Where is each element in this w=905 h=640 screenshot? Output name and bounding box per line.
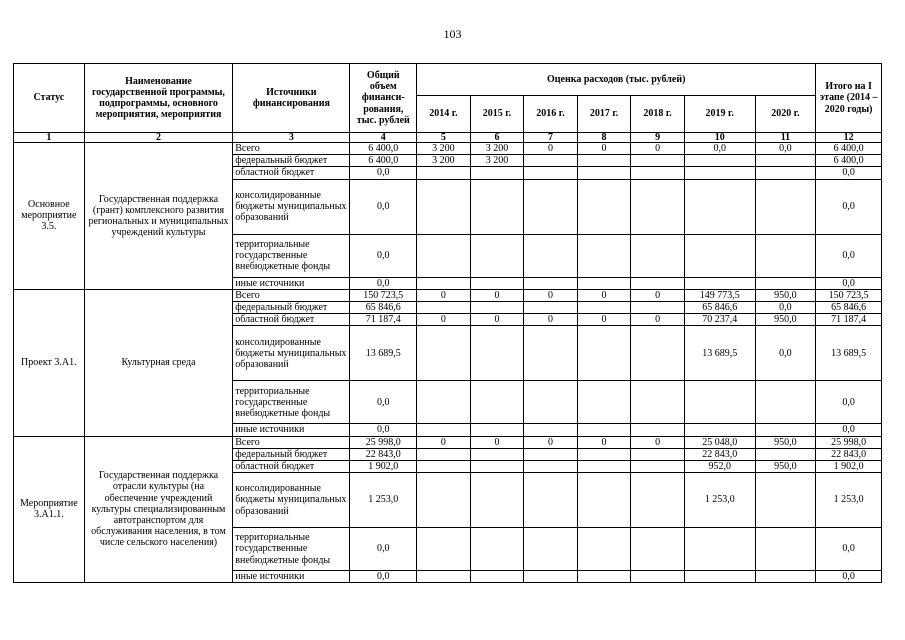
amount-cell: [577, 155, 631, 167]
amount-cell: [755, 179, 816, 234]
amount-cell: [684, 528, 755, 571]
header-year: 2020 г.: [755, 96, 816, 133]
amount-cell: 25 998,0: [350, 436, 417, 448]
amount-cell: 3 200: [470, 155, 524, 167]
amount-cell: 0: [417, 289, 471, 301]
amount-cell: 0: [524, 289, 578, 301]
header-year: 2019 г.: [684, 96, 755, 133]
amount-cell: 0,0: [350, 277, 417, 289]
amount-cell: 0: [577, 314, 631, 326]
group-status: Мероприятие 3.А1.1.: [14, 436, 85, 583]
column-number: 3: [233, 133, 350, 143]
column-number: 10: [684, 133, 755, 143]
amount-cell: [470, 167, 524, 179]
amount-cell: 22 843,0: [816, 448, 882, 460]
amount-cell: [755, 277, 816, 289]
amount-cell: [417, 460, 471, 472]
amount-cell: [755, 473, 816, 528]
amount-cell: [524, 381, 578, 424]
amount-cell: [470, 179, 524, 234]
source-label: территориальные государственные внебюджетные фонды: [233, 381, 350, 424]
amount-cell: 952,0: [684, 460, 755, 472]
header-name: Наименование государственной программы, подпрограммы, основного мероприятия, мероприятия: [84, 64, 233, 133]
amount-cell: [755, 571, 816, 583]
column-number: 1: [14, 133, 85, 143]
amount-cell: [755, 167, 816, 179]
header-estimate: Оценка расходов (тыс. рублей): [417, 64, 816, 96]
source-label: Всего: [233, 436, 350, 448]
amount-cell: 0,0: [755, 301, 816, 313]
source-label: федеральный бюджет: [233, 301, 350, 313]
amount-cell: [577, 326, 631, 381]
amount-cell: 0,0: [350, 381, 417, 424]
amount-cell: [755, 155, 816, 167]
group-name: Культурная среда: [84, 289, 233, 436]
source-label: консолидированные бюджеты муниципальных образований: [233, 473, 350, 528]
column-number: 5: [417, 133, 471, 143]
amount-cell: [631, 381, 685, 424]
source-label: областной бюджет: [233, 167, 350, 179]
amount-cell: [755, 381, 816, 424]
amount-cell: 3 200: [470, 143, 524, 155]
header-sources: Источники финансирования: [233, 64, 350, 133]
amount-cell: 0,0: [816, 277, 882, 289]
amount-cell: [755, 424, 816, 436]
amount-cell: [470, 301, 524, 313]
amount-cell: [684, 155, 755, 167]
source-label: федеральный бюджет: [233, 448, 350, 460]
source-label: иные источники: [233, 277, 350, 289]
amount-cell: [417, 277, 471, 289]
amount-cell: 0,0: [816, 571, 882, 583]
amount-cell: 0,0: [816, 424, 882, 436]
amount-cell: 150 723,5: [350, 289, 417, 301]
amount-cell: [577, 234, 631, 277]
amount-cell: [470, 424, 524, 436]
amount-cell: 950,0: [755, 289, 816, 301]
amount-cell: [417, 167, 471, 179]
amount-cell: 0: [631, 314, 685, 326]
amount-cell: [631, 277, 685, 289]
amount-cell: 0,0: [350, 424, 417, 436]
amount-cell: [755, 448, 816, 460]
amount-cell: 0,0: [350, 234, 417, 277]
amount-cell: 150 723,5: [816, 289, 882, 301]
amount-cell: [631, 528, 685, 571]
amount-cell: 0: [631, 143, 685, 155]
amount-cell: 950,0: [755, 460, 816, 472]
table-row: [14, 289, 882, 301]
source-label: областной бюджет: [233, 314, 350, 326]
header-total: Общий объем финанси-рования, тыс. рублей: [350, 64, 417, 133]
amount-cell: 0,0: [816, 179, 882, 234]
amount-cell: [470, 326, 524, 381]
header-itogo: Итого на I этапе (2014 – 2020 годы): [816, 64, 882, 133]
amount-cell: 0: [470, 289, 524, 301]
amount-cell: 65 846,6: [816, 301, 882, 313]
amount-cell: 0: [417, 314, 471, 326]
amount-cell: 0: [470, 436, 524, 448]
amount-cell: 0,0: [350, 179, 417, 234]
amount-cell: [631, 155, 685, 167]
amount-cell: [577, 528, 631, 571]
amount-cell: [524, 326, 578, 381]
amount-cell: [470, 448, 524, 460]
amount-cell: 70 237,4: [684, 314, 755, 326]
amount-cell: 0: [631, 436, 685, 448]
amount-cell: [417, 301, 471, 313]
amount-cell: 71 187,4: [816, 314, 882, 326]
amount-cell: [470, 460, 524, 472]
amount-cell: 65 846,6: [684, 301, 755, 313]
amount-cell: [631, 424, 685, 436]
amount-cell: [631, 326, 685, 381]
header-year: 2014 г.: [417, 96, 471, 133]
amount-cell: 0,0: [816, 381, 882, 424]
group-status: Основное мероприятие 3.5.: [14, 143, 85, 290]
amount-cell: 0: [577, 143, 631, 155]
table-row: [14, 436, 882, 448]
source-label: Всего: [233, 143, 350, 155]
amount-cell: [417, 381, 471, 424]
column-number: 8: [577, 133, 631, 143]
column-number: 7: [524, 133, 578, 143]
amount-cell: [524, 528, 578, 571]
amount-cell: 0: [631, 289, 685, 301]
amount-cell: 149 773,5: [684, 289, 755, 301]
amount-cell: [470, 234, 524, 277]
amount-cell: 22 843,0: [684, 448, 755, 460]
amount-cell: 0,0: [684, 143, 755, 155]
source-label: иные источники: [233, 571, 350, 583]
group-status: Проект 3.А1.: [14, 289, 85, 436]
amount-cell: [631, 234, 685, 277]
amount-cell: [684, 571, 755, 583]
amount-cell: [684, 234, 755, 277]
amount-cell: 950,0: [755, 436, 816, 448]
amount-cell: [417, 473, 471, 528]
amount-cell: [524, 234, 578, 277]
column-number: 6: [470, 133, 524, 143]
amount-cell: 6 400,0: [350, 155, 417, 167]
amount-cell: [417, 234, 471, 277]
amount-cell: 1 253,0: [816, 473, 882, 528]
amount-cell: 0: [470, 314, 524, 326]
amount-cell: [631, 301, 685, 313]
amount-cell: [417, 326, 471, 381]
amount-cell: 0: [577, 289, 631, 301]
amount-cell: 13 689,5: [350, 326, 417, 381]
header-year: 2015 г.: [470, 96, 524, 133]
amount-cell: [524, 473, 578, 528]
amount-cell: [577, 301, 631, 313]
column-number: 2: [84, 133, 233, 143]
amount-cell: [577, 381, 631, 424]
page-number: 103: [443, 27, 462, 41]
amount-cell: 1 902,0: [350, 460, 417, 472]
amount-cell: [755, 528, 816, 571]
amount-cell: [417, 528, 471, 571]
amount-cell: 6 400,0: [816, 155, 882, 167]
amount-cell: [684, 424, 755, 436]
amount-cell: [524, 448, 578, 460]
amount-cell: 0: [524, 314, 578, 326]
amount-cell: 1 253,0: [350, 473, 417, 528]
header-year: 2018 г.: [631, 96, 685, 133]
amount-cell: [577, 448, 631, 460]
amount-cell: 3 200: [417, 143, 471, 155]
amount-cell: [417, 448, 471, 460]
amount-cell: [684, 167, 755, 179]
source-label: консолидированные бюджеты муниципальных образований: [233, 179, 350, 234]
amount-cell: [631, 473, 685, 528]
source-label: областной бюджет: [233, 460, 350, 472]
amount-cell: 1 253,0: [684, 473, 755, 528]
amount-cell: [577, 179, 631, 234]
group-name: Государственная поддержка (грант) комплексного развития региональных и муниципальных учреждений культуры: [84, 143, 233, 290]
source-label: консолидированные бюджеты муниципальных образований: [233, 326, 350, 381]
table-row: [14, 143, 882, 155]
column-number: 11: [755, 133, 816, 143]
column-number: 12: [816, 133, 882, 143]
amount-cell: 0,0: [755, 143, 816, 155]
amount-cell: [631, 571, 685, 583]
amount-cell: 0,0: [816, 528, 882, 571]
amount-cell: 65 846,6: [350, 301, 417, 313]
column-number: 4: [350, 133, 417, 143]
amount-cell: [524, 460, 578, 472]
amount-cell: [470, 473, 524, 528]
amount-cell: [577, 277, 631, 289]
amount-cell: [470, 571, 524, 583]
amount-cell: 0,0: [755, 326, 816, 381]
amount-cell: [577, 571, 631, 583]
amount-cell: [684, 381, 755, 424]
amount-cell: 0: [577, 436, 631, 448]
source-label: территориальные государственные внебюджетные фонды: [233, 528, 350, 571]
header-status: Статус: [14, 64, 85, 133]
amount-cell: 13 689,5: [684, 326, 755, 381]
amount-cell: 0: [524, 143, 578, 155]
amount-cell: [577, 460, 631, 472]
amount-cell: [470, 528, 524, 571]
amount-cell: 6 400,0: [350, 143, 417, 155]
amount-cell: [470, 277, 524, 289]
amount-cell: [684, 179, 755, 234]
header-year: 2016 г.: [524, 96, 578, 133]
amount-cell: [577, 424, 631, 436]
source-label: территориальные государственные внебюджетные фонды: [233, 234, 350, 277]
amount-cell: [524, 424, 578, 436]
amount-cell: [524, 179, 578, 234]
source-label: иные источники: [233, 424, 350, 436]
amount-cell: 0,0: [816, 234, 882, 277]
amount-cell: 0: [417, 436, 471, 448]
column-number: 9: [631, 133, 685, 143]
amount-cell: 25 998,0: [816, 436, 882, 448]
amount-cell: [417, 424, 471, 436]
amount-cell: [631, 179, 685, 234]
header-year: 2017 г.: [577, 96, 631, 133]
budget-table: [13, 63, 882, 583]
amount-cell: 0,0: [350, 571, 417, 583]
amount-cell: [417, 571, 471, 583]
amount-cell: [631, 460, 685, 472]
amount-cell: 6 400,0: [816, 143, 882, 155]
amount-cell: [524, 277, 578, 289]
amount-cell: 22 843,0: [350, 448, 417, 460]
source-label: Всего: [233, 289, 350, 301]
amount-cell: [524, 155, 578, 167]
amount-cell: 950,0: [755, 314, 816, 326]
group-name: Государственная поддержка отрасли культуры (на обеспечение учреждений культуры специализированным автотранспортом для обслуживания населения, в том числе сельского населения): [84, 436, 233, 583]
amount-cell: 0,0: [350, 528, 417, 571]
amount-cell: 13 689,5: [816, 326, 882, 381]
amount-cell: [684, 277, 755, 289]
amount-cell: 0: [524, 436, 578, 448]
amount-cell: [524, 167, 578, 179]
amount-cell: [631, 167, 685, 179]
amount-cell: 0,0: [816, 167, 882, 179]
amount-cell: [755, 234, 816, 277]
source-label: федеральный бюджет: [233, 155, 350, 167]
amount-cell: 0,0: [350, 167, 417, 179]
amount-cell: [417, 179, 471, 234]
amount-cell: [577, 167, 631, 179]
amount-cell: [524, 301, 578, 313]
amount-cell: [524, 571, 578, 583]
amount-cell: 71 187,4: [350, 314, 417, 326]
amount-cell: [470, 381, 524, 424]
amount-cell: [631, 448, 685, 460]
amount-cell: 25 048,0: [684, 436, 755, 448]
amount-cell: 3 200: [417, 155, 471, 167]
amount-cell: 1 902,0: [816, 460, 882, 472]
amount-cell: [577, 473, 631, 528]
